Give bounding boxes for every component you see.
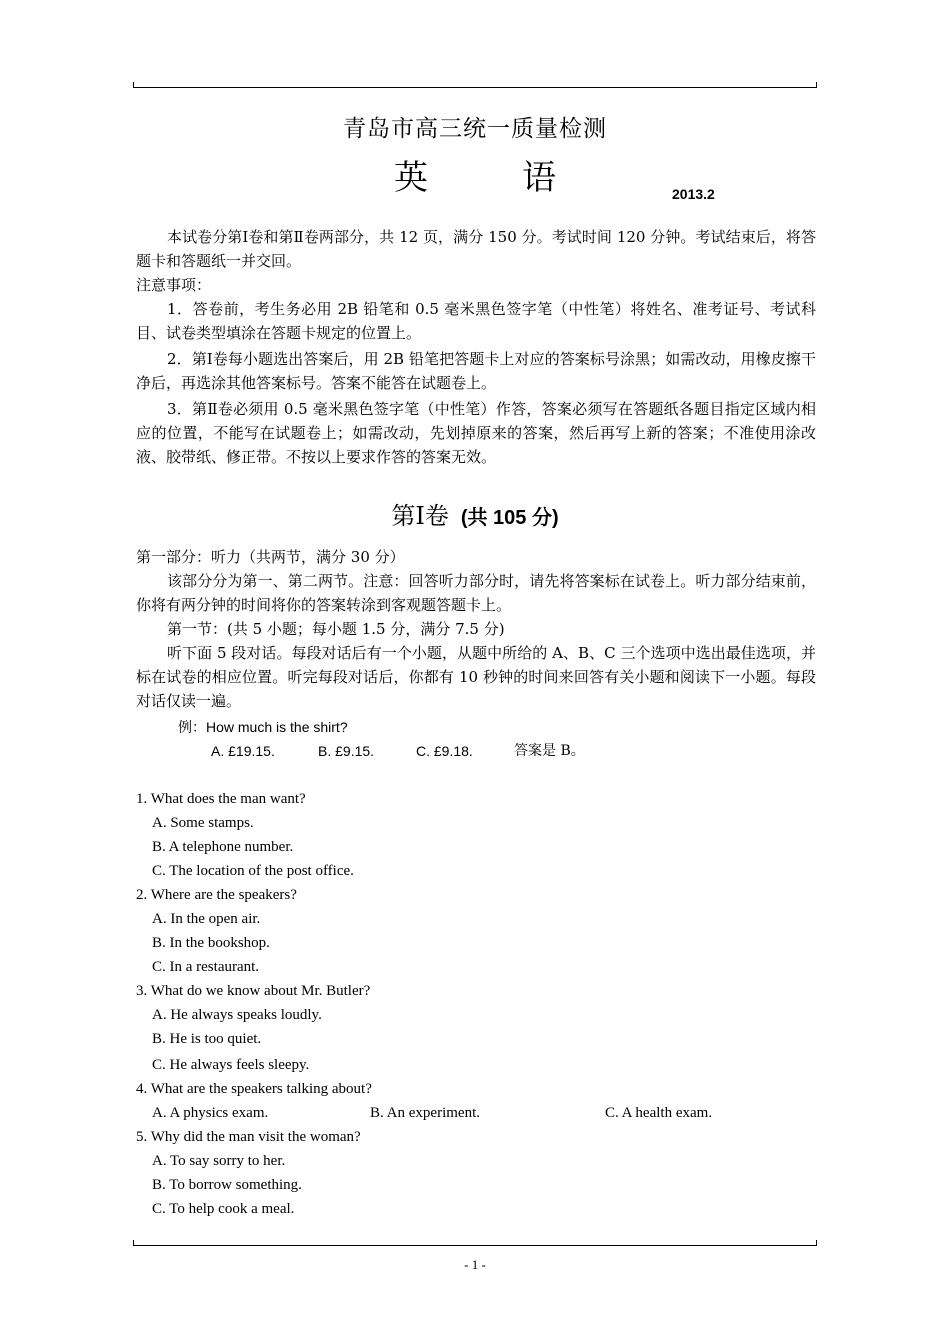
example-question: 例：How much is the shirt? bbox=[178, 719, 348, 735]
part1-title: 第Ⅰ卷 bbox=[391, 502, 449, 530]
note-item: 3．第Ⅱ卷必须用 0.5 毫米黑色签字笔（中性笔）作答，答案必须写在答题纸各题目指定区域内相应的位置，不能写在试题卷上；如需改动，先划掉原来的答案，然后再写上新的答案；不准使用涂改液、胶带纸、修正带。不按以上要求作答的答案无效。 bbox=[136, 400, 816, 466]
question-stem: 2. Where are the speakers? bbox=[136, 887, 297, 903]
question-option: B. An experiment. bbox=[370, 1105, 480, 1121]
question-option: B. A telephone number. bbox=[152, 839, 294, 855]
footer-rule bbox=[133, 1245, 817, 1246]
part1-score: (共 105 分) bbox=[460, 507, 559, 529]
note-item: 1．答卷前，考生务必用 2B 铅笔和 0.5 毫米黑色签字笔（中性笔）将姓名、准考证号、考试科目、试卷类型填涂在答题卡规定的位置上。 bbox=[136, 300, 816, 342]
header-rule-tick-left bbox=[133, 82, 134, 87]
section-desc: 该部分分为第一、第二两节。注意：回答听力部分时，请先将答案标在试卷上。听力部分结束前，你将有两分钟的时间将你的答案转涂到客观题答题卡上。 bbox=[136, 572, 816, 614]
question-option: C. A health exam. bbox=[605, 1105, 713, 1121]
footer-rule-tick-right bbox=[816, 1240, 817, 1245]
exam-date: 2013.2 bbox=[672, 186, 715, 202]
listening-section bbox=[136, 545, 816, 765]
question-option: C. In a restaurant. bbox=[152, 959, 260, 975]
section-title: 第一部分：听力（共两节，满分 30 分） bbox=[136, 548, 405, 566]
question-option: A. Some stamps. bbox=[152, 815, 254, 831]
exam-title: 青岛市高三统一质量检测 bbox=[343, 116, 607, 142]
footer-rule-tick-left bbox=[133, 1240, 134, 1245]
question-stem: 1. What does the man want? bbox=[136, 791, 306, 807]
page-number: - 1 - bbox=[464, 1257, 486, 1272]
question-option: A. He always speaks loudly. bbox=[152, 1007, 322, 1023]
question-stem: 5. Why did the man visit the woman? bbox=[136, 1129, 361, 1145]
question-options-inline bbox=[136, 1101, 816, 1125]
part1-heading bbox=[0, 496, 950, 531]
subject-title: 英 语 bbox=[394, 158, 586, 198]
note-item: 2．第Ⅰ卷每小题选出答案后，用 2B 铅笔把答题卡上对应的答案标号涂黑；如需改动，用橡皮擦干净后，再选涂其他答案标号。答案不能答在试题卷上。 bbox=[136, 350, 816, 392]
question-option: A. A physics exam. bbox=[152, 1105, 269, 1121]
example-answer: 答案是 B。 bbox=[514, 743, 585, 759]
header-rule bbox=[133, 87, 817, 88]
example-option-b: B. £9.15. bbox=[318, 743, 375, 759]
question-option: C. To help cook a meal. bbox=[152, 1201, 295, 1217]
example-options bbox=[136, 739, 816, 765]
example-option-c: C. £9.18. bbox=[416, 743, 473, 759]
question-stem: 4. What are the speakers talking about? bbox=[136, 1081, 372, 1097]
question-option: A. To say sorry to her. bbox=[152, 1153, 286, 1169]
question-list bbox=[136, 787, 816, 1221]
question-stem: 3. What do we know about Mr. Butler? bbox=[136, 983, 371, 999]
notes-label: 注意事项： bbox=[136, 276, 212, 294]
question-option: A. In the open air. bbox=[152, 911, 261, 927]
question-option: C. He always feels sleepy. bbox=[152, 1057, 310, 1073]
header-rule-tick-right bbox=[816, 82, 817, 87]
intro-text: 本试卷分第Ⅰ卷和第Ⅱ卷两部分，共 12 页，满分 150 分。考试时间 120 分钟。考试结束后，将答题卡和答题纸一并交回。 bbox=[136, 228, 816, 270]
instructions bbox=[136, 225, 816, 469]
question-option: B. To borrow something. bbox=[152, 1177, 302, 1193]
question-option: B. In the bookshop. bbox=[152, 935, 270, 951]
question-option: B. He is too quiet. bbox=[152, 1031, 262, 1047]
subsection-desc: 听下面 5 段对话。每段对话后有一个小题，从题中所给的 A、B、C 三个选项中选出最佳选项，并标在试卷的相应位置。听完每段对话后，你都有 10 秒钟的时间来回答有关小题和阅读下一小题。每段对话仅读一遍。 bbox=[136, 644, 816, 710]
question-option: C. The location of the post office. bbox=[152, 863, 354, 879]
example-option-a: A. £19.15. bbox=[211, 743, 275, 759]
subsection-title: 第一节：(共 5 小题；每小题 1.5 分，满分 7.5 分) bbox=[167, 620, 505, 638]
